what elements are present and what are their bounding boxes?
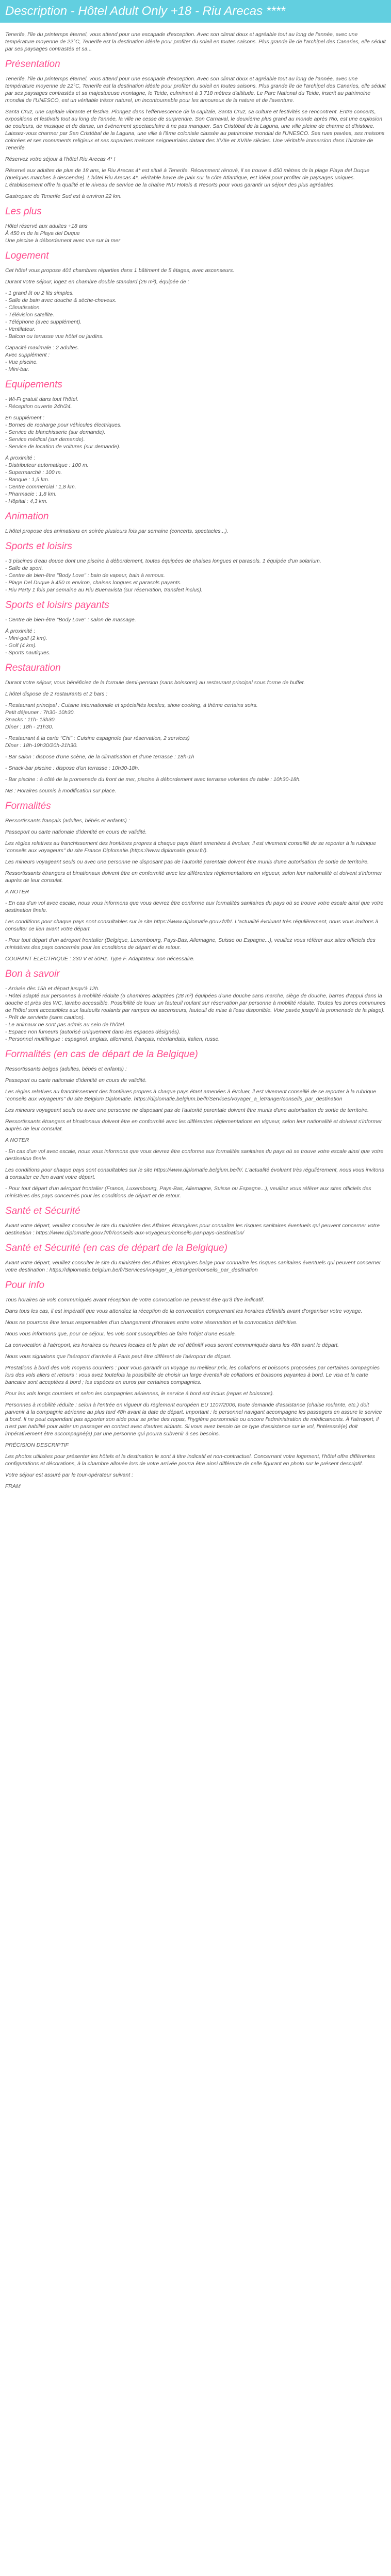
list-line: - Ventilateur. (5, 326, 36, 332)
section (5, 599, 386, 656)
list-line: - Distributeur automatique : 100 m. (5, 462, 89, 468)
paragraph: Personnes à mobilité réduite : selon à l'entrée en vigueur du règlement européen EU 1107/2006, toute demande d'assistance (chaise roulante, etc.) doit parvenir à la compagnie aérienne au plus tard 48h avant la date de départ. Important : le personnel navigant accompagne les passagers en assure le service à bord. Il ne peut cependant pas apporter son aide pour se prise des repas, l'hygiène personnelle ou encore l'administration de médicaments. À l'aéroport, il n'est pas habilité pour aider un passager en contact avec d'autres aidants. Si vous avez besoin de ce type d'assistance sur le vol, l'intéressé(e) doit impérativement être accompagné(e) par une personne qui pourra subvenir à ses besoins. (5, 1402, 382, 1437)
list-line: - Salle de bain avec douche & sèche-cheveux. (5, 297, 117, 303)
list-line: - Riu Party 1 fois par semaine au Riu Buenavista (sur réservation, transfert inclus). (5, 587, 203, 593)
list-line: - Hôpital : 4,3 km. (5, 498, 48, 504)
list-line: Snacks : 11h- 13h30. (5, 717, 56, 723)
paragraph: Gastroparc de Tenerife Sud est à environ 22 km. (5, 193, 122, 199)
list-line: - 3 piscines d'eau douce dont une piscine à débordement, toutes équipées de chaises longues et parasols. 1 équipée d'un solarium. (5, 558, 321, 564)
list-line: - Service de blanchisserie (sur demande). (5, 429, 106, 435)
paragraph: L'hôtel dispose de 2 restaurants et 2 bars : (5, 691, 108, 697)
paragraph: - En cas d'un vol avec escale, nous vous informons que vous devrez être conforme aux formalités sanitaires du pays où se trouve votre escale ainsi que votre destination finale. (5, 900, 384, 913)
paragraph: Tenerife, l'île du printemps éternel, vous attend pour une escapade d'exception. Avec son climat doux et agréable tout au long de l'année, avec une température moyenne de 22°C, Tenerife est la destination idéale pour profiter du soleil en toutes saisons. Plus grande île de l'archipel des Canaries, elle séduit par ses paysages contrastés et sa... (5, 31, 386, 52)
section (5, 510, 386, 535)
paragraph: Votre séjour est assuré par le tour-opérateur suivant : (5, 1472, 134, 1478)
section (5, 58, 386, 200)
paragraph: La convocation à l'aéroport, les horaires ou heures locales et le plan de vol définitif vous seront communiqués dans les 48h avant le départ. (5, 1342, 339, 1348)
section (5, 1279, 386, 1490)
section (5, 249, 386, 373)
list-line: - Prêt de serviette (sans caution). (5, 1014, 85, 1021)
list-line: Dîner : 18h - 21h30. (5, 724, 54, 730)
section-title: Bon à savoir (5, 969, 60, 979)
list-line: - Pharmacie : 1,8 km. (5, 491, 57, 497)
section-title: Santé et Sécurité (en cas de départ de la Belgique) (5, 1243, 227, 1253)
paragraph: Cet hôtel vous propose 401 chambres réparties dans 1 bâtiment de 5 étages, avec ascenseurs. (5, 267, 235, 274)
list-line: - Supermarché : 100 m. (5, 469, 62, 476)
section-title: Les plus (5, 206, 42, 217)
section-title: Formalités (5, 801, 51, 811)
paragraph: Réservez votre séjour à l'hôtel Riu Arecas 4* ! (5, 156, 116, 162)
list-line: - Le animaux ne sont pas admis au sein de l'hôtel. (5, 1022, 126, 1028)
paragraph: Passeport ou carte nationale d'identité en cours de validité. (5, 829, 147, 835)
paragraph: Ressortissants étrangers et binationaux doivent être en conformité avec les différentes réglementations en vigueur, selon leur nationalité et doivent s'informer auprès de leur consulat. (5, 870, 382, 884)
list-line: - Centre de bien-être "Body Love" : bain de vapeur, bain à remous. (5, 572, 165, 579)
paragraph: Les conditions pour chaque pays sont consultables sur le site https://www.diplomatie.gouv.fr/fr/. L'actualité évoluant très régulièrement, nous vous invitons à consulter ce lien avant votre départ. (5, 919, 379, 932)
list-line: - Wi-Fi gratuit dans tout l'hôtel. (5, 396, 78, 402)
list-line: - Hôtel adapté aux personnes à mobilité réduite (5 chambres adaptées (28 m²) équipées d'une douche sans marche, siège de douche, barres d'appui dans la douche et près des WC, lavabo accessible. Possibilité de louer un fauteuil roulant sur réservation par personne à mobilité réduite. Toutes les zones communes de l'hôtel sont accessibles aux fauteuils roulants par rampes ou ascenseurs, fauteuil de mise à l'eau disponible. Voie pavée jusqu'à la promenade de la plage). (5, 993, 386, 1013)
section-title: Sports et loisirs payants (5, 600, 109, 611)
paragraph: Ressortissants belges (adultes, bébés et enfants) : (5, 1066, 127, 1072)
section (5, 31, 386, 53)
list-line: - Centre de bien-être "Body Love" : salon de massage. (5, 617, 136, 623)
paragraph: Nous vous signalons que l'aéroport d'arrivée à Paris peut être différent de l'aéroport de départ. (5, 1353, 232, 1360)
paragraph: Réservé aux adultes de plus de 18 ans, le Riu Arecas 4* est situé à Tenerife. Récemment rénové, il se trouve à 450 mètres de la plage Playa del Duque (quelques marches à descendre). L'hôtel Riu Arecas 4*, véritable havre de paix sur la côte Atlantique, est idéal pour profiter de paysages uniques. L'établissement offre la qualité et le niveau de service de la chaîne RIU Hotels & Resorts pour vous garantir un séjour des plus agréables. (5, 167, 370, 188)
list-line: - Bar salon : dispose d'une scène, de la climatisation et d'une terrasse : 18h-1h (5, 754, 194, 760)
list-line: - Espace non fumeurs (autorisé uniquement dans les espaces désignés). (5, 1029, 181, 1035)
list-line: - Sports nautiques. (5, 650, 51, 656)
paragraph: Les photos utilisées pour présenter les hôtels et la destination le sont à titre indicatif et non-contractuel. Concernant votre logement, l'hôtel offre différentes configurations et décorations, à la chambre allouée lors de votre arrivée pourra être ainsi différente de celle figurant en photo sur le présent descriptif. (5, 1453, 375, 1467)
paragraph: Les mineurs voyageant seuls ou avec une personne ne disposant pas de l'autorité parentale doivent être munis d'une autorisation de sortie de territoire. (5, 859, 369, 865)
paragraph: Dans tous les cas, il est impératif que vous attendiez la réception de la convocation comprenant les horaires définitifs avant d'organiser votre voyage. (5, 1308, 363, 1314)
section-title: Sports et loisirs (5, 541, 72, 552)
list-line: - 1 grand lit ou 2 lits simples. (5, 290, 74, 296)
list-line: - Salle de sport. (5, 565, 43, 571)
section-title: Formalités (en cas de départ de la Belgique) (5, 1049, 198, 1060)
paragraph: - En cas d'un vol avec escale, nous vous informons que vous devrez être conforme aux formalités sanitaires du pays où se trouve votre escale ainsi que votre destination finale. (5, 1148, 384, 1162)
list-line: - Climatisation. (5, 304, 41, 311)
paragraph: Passeport ou carte nationale d'identité en cours de validité. (5, 1077, 147, 1083)
list-line: En supplément : (5, 415, 44, 421)
list-line: Dîner : 18h-19h30/20h-21h30. (5, 742, 78, 749)
list-line: Avec supplément : (5, 352, 50, 358)
list-line: - Mini-bar. (5, 366, 29, 372)
list-line: - Snack-bar piscine : dispose d'un terrasse : 10h30-18h. (5, 765, 139, 771)
paragraph: Santa Cruz, une capitale vibrante et festive. Plongez dans l'effervescence de la capitale, Santa Cruz, sa culture et festivités se rencontrent. Entre concerts, expositions et festivals tout au long de l'année, la ville ne cesse de surprendre. Son Carnaval, le deuxième plus grand au monde après Rio, est une explosion de couleurs, de musique et de danse, un événement spectaculaire à ne pas manquer. San Cristóbal de la Laguna, une ville pleine de charme et d'histoire. Laissez-vous charmer par San Cristóbal de la Laguna, une ville à l'âme coloniale classée au patrimoine mondial de l'UNESCO. Ses rues pavées, ses maisons colorées et ses monuments religieux et ses superbes maisons seigneuriales datant des XVIIe et XVIIIe siècles. Une véritable immersion dans l'histoire de Tenerife. (5, 109, 385, 151)
paragraph: PRÉCISION DESCRIPTIF (5, 1442, 69, 1448)
paragraph: Durant votre séjour, vous bénéficiez de la formule demi-pension (sans boissons) au restaurant principal sous forme de buffet. (5, 680, 305, 686)
paragraph: Les mineurs voyageant seuls ou avec une personne ne disposant pas de l'autorité parentale doivent être munis d'une autorisation de sortie de territoire. (5, 1107, 369, 1113)
section-title: Santé et Sécurité (5, 1206, 80, 1216)
line-gap (5, 410, 386, 414)
list-line: - Banque : 1,5 km. (5, 477, 50, 483)
list-line: À 450 m de la Playa del Duque (5, 230, 80, 236)
list-line: Une piscine à débordement avec vue sur la mer (5, 238, 120, 244)
section (5, 205, 386, 244)
paragraph: Tous horaires de vols communiqués avant réception de votre convocation ne peuvent être qu'à titre indicatif. (5, 1297, 265, 1303)
list-line: Petit déjeuner : 7h30- 10h30. (5, 709, 75, 716)
line-gap (5, 731, 386, 735)
section (5, 800, 386, 962)
list-line: À proximité : (5, 628, 36, 634)
line-gap (5, 340, 386, 344)
list-line: - Restaurant principal : Cuisine internationale et spécialités locales, show cooking, à thème certains soirs. (5, 702, 258, 708)
section-title: Pour info (5, 1280, 45, 1291)
paragraph: Pour les vols longs courriers et selon les compagnies aériennes, le service à bord est inclus (repas et boissons). (5, 1391, 274, 1397)
paragraph: Avant votre départ, veuillez consulter le site du ministère des Affaires étrangères pour connaître les risques sanitaires éventuels qui peuvent concerner votre destination : https://www.diplomatie.gouv.fr/fr/conseils-aux-voyageurs/conseils-par-pays-destination/ (5, 1223, 380, 1236)
section (5, 1205, 386, 1236)
list-line: - Vue piscine. (5, 359, 38, 365)
paragraph: Ressortissants étrangers et binationaux doivent être en conformité avec les différentes réglementations en vigueur, selon leur nationalité et doivent s'informer auprès de leur consulat. (5, 1118, 382, 1132)
paragraph: A NOTER (5, 889, 29, 895)
line-gap (5, 623, 386, 628)
paragraph: Nous vous informons que, pour ce séjour, les vols sont susceptibles de faire l'objet d'une escale. (5, 1331, 236, 1337)
section (5, 1048, 386, 1199)
paragraph: A NOTER (5, 1137, 29, 1143)
list-line: - Balcon ou terrasse vue hôtel ou jardins. (5, 333, 104, 340)
list-line: Capacité maximale : 2 adultes. (5, 345, 79, 351)
list-line: - Téléphone (avec supplément). (5, 319, 82, 325)
list-line: - Plage Del Duque à 450 m environ, chaises longues et parasols payants. (5, 580, 182, 586)
section-title: Equipements (5, 379, 62, 390)
list-line: - Bornes de recharge pour véhicules électriques. (5, 422, 122, 428)
section (5, 968, 386, 1043)
paragraph: Durant votre séjour, logez en chambre double standard (26 m²), équipée de : (5, 279, 189, 285)
list-line: - Mini-golf (2 km). (5, 635, 47, 641)
line-gap (5, 749, 386, 753)
section-title: Animation (5, 511, 49, 522)
paragraph: Avant votre départ, veuillez consulter le site du ministère des Affaires étrangères belge pour connaître les risques sanitaires éventuels qui peuvent concerner votre destination : https://diplomatie.belgium.be/fr/Services/voyager_a_letranger/conseils_par_destination (5, 1260, 381, 1273)
paragraph: COURANT ELECTRIQUE : 230 V et 50Hz. Type F. Adaptateur non nécessaire. (5, 956, 195, 962)
section-title: Logement (5, 250, 49, 261)
list-line: - Restaurant à la carte "Chi" : Cuisine espagnole (sur réservation, 2 services) (5, 735, 190, 741)
list-line: - Réception ouverte 24h/24. (5, 403, 72, 410)
line-gap (5, 760, 386, 765)
paragraph: - Pour tout départ d'un aéroport frontalier (Belgique, Luxembourg, Pays-Bas, Allemagne, Suisse ou Espagne...), veuillez vous référer aux sites officiels des ministères des pays concernés pour les conditions de départ et de retour. (5, 937, 376, 951)
list-line: - Centre commercial : 1,8 km. (5, 484, 76, 490)
line-gap (5, 450, 386, 454)
paragraph: Les règles relatives au franchissement des frontières propres à chaque pays étant amenées à évoluer, il est vivement conseillé de se reporter à la rubrique "conseils aux voyageurs" du site France Diplomatie.(https://www.diplomatie.gouv.fr/). (5, 840, 377, 854)
list-line: - Bar piscine : à côté de la promenade du front de mer, piscine à débordement avec terrasse volantes de table : 10h30-18h. (5, 776, 301, 783)
line-gap (5, 783, 386, 787)
paragraph: L'hôtel propose des animations en soirée plusieurs fois par semaine (concerts, spectacles...). (5, 528, 229, 534)
line-gap (5, 772, 386, 776)
paragraph: FRAM (5, 1483, 21, 1489)
page-title-banner (0, 0, 391, 23)
paragraph: Ressortissants français (adultes, bébés et enfants) : (5, 818, 130, 824)
list-line: - Télévision satellite. (5, 312, 55, 318)
paragraph: - Pour tout départ d'un aéroport frontalier (France, Luxembourg, Pays-Bas, Allemagne, Suisse ou Espagne...), veuillez vous référer aux sites officiels des ministères des pays concernés pour les conditions de départ et de retour. (5, 1185, 371, 1199)
section (5, 378, 386, 505)
list-line: - Service médical (sur demande). (5, 436, 85, 443)
list-line: - Personnel multilingue : espagnol, anglais, allemand, français, néerlandais, italien, russe. (5, 1036, 220, 1042)
section (5, 662, 386, 794)
section-title: Présentation (5, 59, 60, 70)
section (5, 1242, 386, 1274)
section (5, 540, 386, 594)
list-line: Hôtel réservé aux adultes +18 ans (5, 223, 88, 229)
paragraph: Les règles relatives au franchissement des frontières propres à chaque pays étant amenées à évoluer, il est vivement conseillé de se reporter à la rubrique "conseils aux voyageurs" du site Belgium Diplomatie. https://diplomatie.belgium.be/fr/Services/voyager_a_letranger/conseils_par_destination (5, 1089, 377, 1102)
list-line: - Arrivée dès 15h et départ jusqu'à 12h. (5, 986, 100, 992)
page-title: Description - Hôtel Adult Only +18 - Riu Arecas **** (5, 4, 286, 18)
paragraph: Les conditions pour chaque pays sont consultables sur le site https://www.diplomatie.belgium.be/fr/. L'actualité évoluant très régulièrement, nous vous invitons à consulter ce lien avant votre départ. (5, 1167, 384, 1180)
list-line: - Golf (4 km). (5, 642, 37, 649)
paragraph: Nous ne pourrons être tenus responsables d'un changement d'horaires entre votre réservation et la convocation définitive. (5, 1319, 298, 1326)
list-line: - Service de location de voitures (sur demande). (5, 444, 121, 450)
description-content (5, 31, 386, 1495)
list-line: À proximité : (5, 455, 36, 461)
section-title: Restauration (5, 663, 61, 673)
paragraph: Tenerife, l'île du printemps éternel, vous attend pour une escapade d'exception. Avec son climat doux et agréable tout au long de l'année, avec une température moyenne de 22°C, Tenerife est la destination idéale pour profiter du soleil en toutes saisons. Plus grande île de l'archipel des Canaries, elle séduit par ses paysages contrastés et sa majestueuse montagne, le Teide, culminant à 3 718 mètres d'altitude. Le Parc National du Teide, inscrit au patrimoine mondial de l'UNESCO, est un véritable trésor naturel, un incontournable pour les amoureux de la nature et de l'aventure. (5, 76, 386, 104)
list-line: NB : Horaires soumis à modification sur place. (5, 788, 117, 794)
paragraph: Prestations à bord des vols moyens courriers : pour vous garantir un voyage au meilleur prix, les collations et boissons proposées par certaines compagnies lors des vols allers et retours : vous avez toutefois la possibilité de choisir un large éventail de collations et boissons payantes à bord. Le visa et la carte bancaire sont acceptées à bord ; les espèces en euros par certaines compagnies. (5, 1365, 380, 1385)
